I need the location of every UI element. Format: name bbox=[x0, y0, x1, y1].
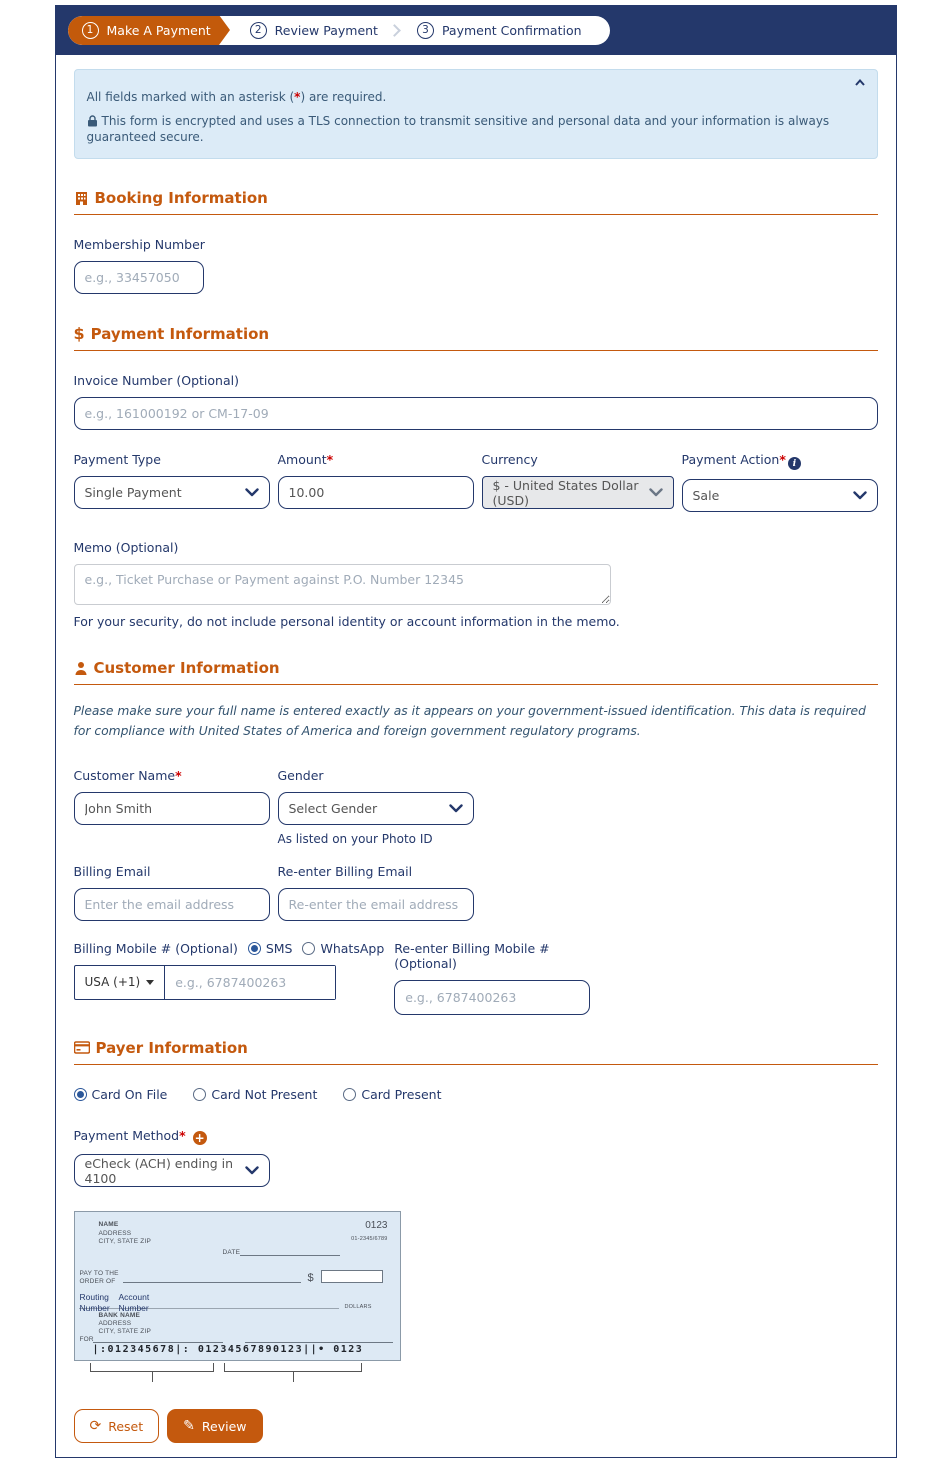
payer-type-radio-group bbox=[74, 1087, 878, 1102]
add-payment-method-icon[interactable]: + bbox=[194, 1130, 205, 1145]
radio-dot bbox=[74, 1088, 87, 1101]
currency-label: Currency bbox=[481, 452, 538, 467]
radio-dot bbox=[302, 942, 315, 955]
chevron-down-icon bbox=[245, 1166, 259, 1175]
gender-select[interactable] bbox=[278, 792, 474, 825]
reenter-billing-email-group bbox=[278, 864, 474, 921]
amount-group bbox=[278, 452, 474, 512]
routing-number-brace bbox=[90, 1363, 214, 1372]
check-fraction: 01-2345/6789 bbox=[351, 1236, 388, 1243]
required-asterisk: * bbox=[779, 452, 786, 467]
payment-details-row bbox=[74, 452, 878, 512]
building-icon bbox=[74, 191, 89, 206]
payment-type-select[interactable] bbox=[74, 476, 270, 509]
payer-information-title: Payer Information bbox=[95, 1038, 248, 1057]
check-bank-name: BANK NAME bbox=[98, 1312, 141, 1320]
reenter-billing-email-input[interactable] bbox=[278, 888, 474, 921]
booking-information-title: Booking Information bbox=[94, 189, 268, 207]
step-arrow-icon bbox=[219, 16, 230, 45]
check-amount-words-line bbox=[79, 1308, 339, 1309]
memo-group bbox=[74, 540, 878, 629]
card-not-present-radio[interactable] bbox=[193, 1087, 317, 1102]
check-date-line bbox=[240, 1255, 340, 1256]
membership-number-input[interactable] bbox=[74, 261, 204, 294]
required-asterisk: * bbox=[179, 1127, 186, 1143]
reenter-billing-mobile-input[interactable] bbox=[394, 980, 590, 1015]
info-icon[interactable]: i bbox=[788, 457, 801, 470]
memo-textarea[interactable] bbox=[74, 564, 611, 605]
country-code-dropdown[interactable] bbox=[75, 966, 166, 999]
required-fields-text: All fields marked with an asterisk (*) are required. bbox=[86, 90, 387, 104]
step-1-number: 1 bbox=[82, 22, 99, 39]
payment-method-label: Payment Method* + bbox=[73, 1127, 205, 1145]
payer-information-heading bbox=[74, 1039, 878, 1065]
account-annotation-1: Account bbox=[118, 1292, 150, 1303]
customer-name-group bbox=[74, 768, 270, 846]
payment-information-title: Payment Information bbox=[90, 324, 270, 343]
country-code-value: USA (+1) bbox=[84, 975, 141, 990]
check-amount-box bbox=[321, 1270, 383, 1283]
wizard-stepper bbox=[68, 16, 610, 45]
gender-label: Gender bbox=[277, 767, 324, 783]
reset-button[interactable] bbox=[74, 1409, 160, 1443]
billing-email-input[interactable] bbox=[74, 888, 270, 921]
billing-mobile-label: Billing Mobile # (Optional) bbox=[73, 940, 238, 956]
currency-value: $ - United States Dollar (USD) bbox=[492, 477, 639, 508]
payment-action-select[interactable] bbox=[682, 479, 878, 512]
customer-information-title: Customer Information bbox=[93, 659, 280, 677]
reenter-billing-mobile-label: Re-enter Billing Mobile # (Optional) bbox=[394, 940, 550, 971]
email-row bbox=[74, 864, 878, 921]
card-present-label: Card Present bbox=[361, 1086, 442, 1102]
payment-action-group bbox=[682, 452, 878, 512]
step-1-label: Make A Payment bbox=[106, 22, 211, 38]
billing-mobile-label-row bbox=[74, 941, 385, 956]
check-for-line bbox=[93, 1342, 223, 1343]
memo-label: Memo (Optional) bbox=[73, 540, 179, 555]
review-button-label: Review bbox=[201, 1418, 247, 1434]
refresh-icon: ⟳ bbox=[89, 1418, 102, 1435]
check-signature-line bbox=[245, 1342, 393, 1343]
check-name: NAME bbox=[98, 1221, 119, 1229]
card-on-file-label: Card On File bbox=[91, 1086, 168, 1102]
step-make-a-payment[interactable] bbox=[68, 16, 219, 45]
currency-select bbox=[482, 476, 674, 509]
payment-action-value: Sale bbox=[692, 488, 720, 503]
routing-annotation-1: Routing bbox=[79, 1292, 109, 1303]
sample-check-image bbox=[74, 1211, 401, 1361]
reenter-billing-email-label: Re-enter Billing Email bbox=[277, 863, 413, 879]
check-for-label: FOR bbox=[79, 1336, 94, 1344]
name-gender-row bbox=[74, 768, 878, 846]
tls-secure-text: This form is encrypted and uses a TLS connection to transmit sensitive and personal data and your information is always guaranteed secure. bbox=[86, 114, 830, 144]
radio-dot bbox=[343, 1088, 356, 1101]
payment-type-value: Single Payment bbox=[84, 485, 182, 500]
check-dollar-sign: $ bbox=[307, 1272, 314, 1285]
membership-number-label: Membership Number bbox=[73, 237, 205, 252]
invoice-field-group bbox=[74, 373, 878, 430]
whatsapp-radio-label: WhatsApp bbox=[320, 940, 385, 956]
payment-method-select[interactable] bbox=[74, 1154, 270, 1187]
gender-help-text: As listed on your Photo ID bbox=[277, 831, 433, 846]
reenter-billing-mobile-group bbox=[394, 941, 590, 1015]
account-annotation-2: Number bbox=[118, 1303, 149, 1314]
radio-dot bbox=[248, 942, 261, 955]
payment-type-group bbox=[74, 452, 270, 512]
amount-label: Amount* bbox=[277, 452, 334, 467]
sample-check-figure bbox=[74, 1211, 414, 1361]
payment-information-heading bbox=[74, 324, 878, 351]
invoice-number-label: Invoice Number (Optional) bbox=[73, 373, 239, 388]
mobile-row bbox=[74, 941, 878, 1015]
card-present-radio[interactable] bbox=[343, 1087, 441, 1102]
check-micr-line: |:012345678|: 01234567890123||• 0123 bbox=[92, 1344, 364, 1356]
check-bank-city: CITY, STATE ZIP bbox=[98, 1328, 151, 1336]
check-pay-to-1: PAY TO THE bbox=[79, 1270, 119, 1278]
check-bank-address: ADDRESS bbox=[98, 1320, 132, 1328]
check-date-label: DATE bbox=[222, 1249, 241, 1257]
memo-security-note: For your security, do not include personal identity or account information in the memo. bbox=[73, 614, 620, 629]
step-3-number: 3 bbox=[417, 22, 434, 39]
payment-method-value: eCheck (ACH) ending in 4100 bbox=[84, 1155, 234, 1186]
sms-radio[interactable] bbox=[248, 941, 293, 956]
collapse-notice-chevron-up-icon[interactable] bbox=[853, 76, 867, 90]
step-2-number: 2 bbox=[250, 22, 267, 39]
whatsapp-radio[interactable] bbox=[302, 941, 384, 956]
currency-group bbox=[482, 452, 674, 512]
form-panel bbox=[55, 55, 897, 1458]
chevron-down-icon bbox=[853, 491, 867, 500]
billing-email-group bbox=[74, 864, 270, 921]
form-actions bbox=[74, 1409, 878, 1443]
card-not-present-label: Card Not Present bbox=[211, 1086, 318, 1102]
payment-type-label: Payment Type bbox=[73, 452, 161, 467]
invoice-number-input[interactable] bbox=[74, 397, 878, 430]
chevron-down-icon bbox=[245, 488, 259, 497]
check-pay-to-2: ORDER OF bbox=[79, 1278, 116, 1286]
required-asterisk: * bbox=[326, 452, 334, 467]
customer-name-label: Customer Name* bbox=[73, 767, 182, 783]
customer-information-heading bbox=[74, 659, 878, 685]
membership-field-group bbox=[74, 237, 878, 294]
billing-mobile-input[interactable] bbox=[165, 966, 334, 999]
chevron-down-icon bbox=[449, 804, 463, 813]
check-payee-line bbox=[123, 1282, 301, 1283]
reset-button-label: Reset bbox=[108, 1418, 144, 1434]
asterisk: * bbox=[294, 90, 301, 104]
page-container bbox=[55, 5, 897, 1458]
routing-annotation-2: Number bbox=[79, 1303, 110, 1314]
billing-email-label: Billing Email bbox=[73, 863, 151, 879]
pencil-icon: ✎ bbox=[183, 1418, 195, 1435]
payment-action-label: Payment Action* i bbox=[682, 452, 878, 470]
billing-mobile-input-group bbox=[74, 965, 336, 1000]
check-address: ADDRESS bbox=[98, 1230, 132, 1238]
wizard-header bbox=[55, 5, 897, 55]
sms-radio-label: SMS bbox=[265, 940, 293, 956]
customer-name-input[interactable] bbox=[74, 792, 270, 825]
lock-icon bbox=[87, 115, 98, 130]
radio-dot bbox=[193, 1088, 206, 1101]
security-notice bbox=[74, 69, 878, 159]
required-asterisk: * bbox=[175, 767, 182, 783]
step-review-payment[interactable] bbox=[236, 16, 392, 45]
amount-input[interactable] bbox=[278, 476, 474, 509]
billing-mobile-group bbox=[74, 941, 385, 1015]
account-number-brace bbox=[224, 1363, 362, 1372]
check-number-top: 0123 bbox=[365, 1220, 388, 1232]
person-icon bbox=[74, 661, 88, 675]
credit-card-icon bbox=[74, 1041, 90, 1054]
compliance-note: Please make sure your full name is entered exactly as it appears on your government-issued identification. This data is required for compliance with United States of America and foreign government regulatory programs. bbox=[73, 704, 866, 739]
booking-information-heading bbox=[74, 189, 878, 215]
check-dollars-label: DOLLARS bbox=[344, 1304, 372, 1311]
step-2-label: Review Payment bbox=[274, 22, 378, 38]
payment-method-group bbox=[74, 1128, 878, 1188]
step-payment-confirmation[interactable] bbox=[403, 16, 596, 45]
step-3-label: Payment Confirmation bbox=[441, 22, 582, 38]
gender-group bbox=[278, 768, 474, 846]
caret-down-icon bbox=[146, 980, 154, 985]
card-on-file-radio[interactable] bbox=[74, 1087, 168, 1102]
check-city: CITY, STATE ZIP bbox=[98, 1238, 151, 1246]
chevron-down-icon bbox=[649, 488, 663, 497]
gender-value: Select Gender bbox=[288, 800, 378, 816]
review-button[interactable] bbox=[167, 1409, 262, 1443]
dollar-icon: $ bbox=[73, 324, 85, 343]
